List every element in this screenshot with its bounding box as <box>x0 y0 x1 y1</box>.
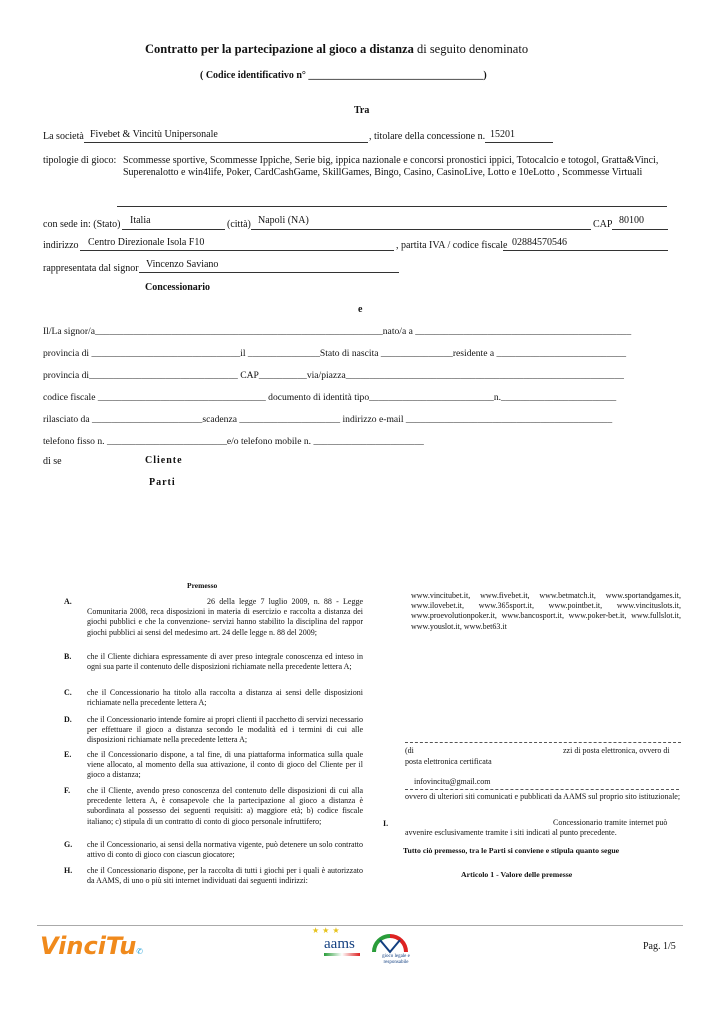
premesso-item-text: che il Cliente, avendo preso conoscenza del contenuto delle disposizioni di cui alla precedente lettera A, è consapevole che la partecipazione al gioco a distanza è subordinata al possesso dei seguenti requisiti: a) maggiore età; b) codice fiscale italiano; c) stipula di un contratto di conto di gioco personale infruttifero; <box>87 786 363 826</box>
item-letter: A. <box>64 597 72 606</box>
ovvero-text: ovvero di ulteriori siti comunicati e pubblicati da AAMS sul proprio sito istituzionale; <box>405 792 681 801</box>
cap-label: CAP <box>593 219 613 230</box>
articolo-1-heading: Articolo 1 - Valore delle premesse <box>461 870 573 879</box>
cliente-field-provincia[interactable]: provincia di _______________________________il _______________Stato di nascita _______________residente a ___________________________ <box>43 348 627 359</box>
item-letter: B. <box>64 652 72 661</box>
gioco-legale-logo: gioco legale e responsabile <box>370 928 418 966</box>
piva-value[interactable]: 02884570546 <box>512 237 567 248</box>
code-line: ( Codice identificativo n° ___________________________________) <box>200 70 487 81</box>
vincitu-logo: VinciTu✆ <box>40 932 143 960</box>
premesso-item-text: che il Concessionario dispone, per la raccolta di tutti i giochi per i quali è autorizzato da AAMS, di uno o più siti internet individuati dai seguenti indirizzi: <box>87 866 363 886</box>
item-letter: E. <box>64 750 72 759</box>
societa-label: La società <box>43 131 84 142</box>
rappresentata-value[interactable]: Vincenzo Saviano <box>146 259 219 270</box>
piva-label: , partita IVA / codice fiscale <box>396 240 508 251</box>
pec-line2: posta elettronica certificata <box>405 757 492 766</box>
cliente-field-nome[interactable]: Il/La signor/a____________________________________________________________nato/a a _____________________________________________ <box>43 326 632 337</box>
indirizzo-label: indirizzo <box>43 240 79 251</box>
aams-logo: ★★★ aams <box>312 926 366 960</box>
tra-heading: Tra <box>354 105 370 116</box>
premesso-item-text: che il Concessionario ha titolo alla raccolta a distanza ai sensi delle disposizioni richiamate nella precedente lettera A; <box>87 688 363 708</box>
premesso-item-text: 26 della legge 7 luglio 2009, n. 88 - Legge Comunitaria 2008, reca disposizioni in materia di esercizio e raccolta a distanza dei giochi pubblici e che la convenzione- servizi hanno stabilito la disciplina del rappor giochi pubblici ai sensi del medesimo art. 24 delle legge n. 88 del 2009; <box>87 597 363 637</box>
tipologie-line2: Superenalotto e win4life, Poker, CardCashGame, SkillGames, Bingo, Casino, CasinoLive, Lotto e 10eLotto , Scommesse Virtuali <box>123 167 643 178</box>
email-value[interactable]: infovincitu@gmail.com <box>414 777 491 786</box>
cliente-field-residenza[interactable]: provincia di_______________________________ CAP__________via/piazza__________________________________________________________ <box>43 370 624 381</box>
sites-list: www.vincitubet.it, www.fivebet.it, www.betmatch.it, www.sportandgames.it, www.ilovebet.it, www.365sport.it, www.pointbet.it, www.vincituslots.it, www.proevolutionpoker.it, www.bancosport.it, www.poker-bet.it, www.fullslot.it, www.youslot.it, www.bet63.it <box>411 591 681 631</box>
item-i-text1: Concessionario tramite internet può <box>553 818 668 827</box>
concessione-label: , titolare della concessione n. <box>369 131 486 142</box>
societa-value[interactable]: Fivebet & Vincitù Unipersonale <box>90 129 218 140</box>
indirizzo-value[interactable]: Centro Direzionale Isola F10 <box>88 237 205 248</box>
item-letter: H. <box>64 866 73 875</box>
concessione-value[interactable]: 15201 <box>490 129 515 140</box>
tipologie-label: tipologie di gioco: <box>43 155 117 166</box>
citta-label: (città) <box>227 219 251 230</box>
stato-value[interactable]: Italia <box>130 215 151 226</box>
item-letter: F. <box>64 786 71 795</box>
cliente-field-documento[interactable]: rilasciato da _______________________scadenza _____________________ indirizzo e-mail ___________________________________________ <box>43 414 613 425</box>
cap-value[interactable]: 80100 <box>619 215 644 226</box>
premesso-item-text: che il Cliente dichiara espressamente di aver preso integrale conoscenza ed inteso in ogni sua parte il contenuto delle disposizioni richiamate nella precedente lettera A; <box>87 652 363 672</box>
tipologie-line1: Scommesse sportive, Scommesse Ippiche, Serie big, ippica nazionale e concorsi pronostici ippici, Totocalcio e totogol, Gratta&Vinci, <box>123 155 659 166</box>
di-se-label: di se <box>43 456 62 467</box>
premesso-item-text: che il Concessionario dispone, a tal fine, di una piattaforma informatica sulla quale viene allocato, al momento della sua attivazione, il conto di gioco del Cliente per il gioco a distanza; <box>87 750 363 780</box>
item-letter: C. <box>64 688 72 697</box>
premesso-heading: Premesso <box>187 581 218 590</box>
document-title: Contratto per la partecipazione al gioco a distanza di seguito denominato <box>145 42 529 56</box>
cliente-label: Cliente <box>145 455 183 466</box>
item-letter: I. <box>383 819 389 828</box>
tutto-premesso: Tutto ciò premesso, tra le Parti si conviene e stipula quanto segue <box>403 846 620 855</box>
item-letter: D. <box>64 715 72 724</box>
pec-rest: zzi di posta elettronica, ovvero di <box>563 746 670 755</box>
e-separator: e <box>358 304 363 315</box>
sede-label: con sede in: (Stato) <box>43 219 121 230</box>
cliente-field-codice-fiscale[interactable]: codice fiscale ___________________________________ documento di identità tipo__________________________n.________________________ <box>43 392 617 403</box>
citta-value[interactable]: Napoli (NA) <box>258 215 309 226</box>
item-i-text2: avvenire esclusivamente tramite i siti indicati al punto precedente. <box>405 828 617 837</box>
parti-label: Parti <box>149 477 176 488</box>
pec-di: (di <box>405 746 414 755</box>
premesso-item-text: che il Concessionario intende fornire ai propri clienti il pacchetto di servizi necessario per effettuare il gioco a distanza secondo le modalità ed i termini di cui alle disposizioni richiamate nella precedente lettera A; <box>87 715 363 745</box>
item-letter: G. <box>64 840 73 849</box>
premesso-item-text: che il Concessionario, ai sensi della normativa vigente, può detenere un solo contratto attivo di conto di gioco con ciascun giocatore; <box>87 840 363 860</box>
rappresentata-label: rappresentata dal signor <box>43 263 139 274</box>
cliente-field-telefono[interactable]: telefono fisso n. _________________________e/o telefono mobile n. _______________________ <box>43 436 424 447</box>
page-number: Pag. 1/5 <box>643 941 676 952</box>
concessionario-label: Concessionario <box>145 282 210 293</box>
